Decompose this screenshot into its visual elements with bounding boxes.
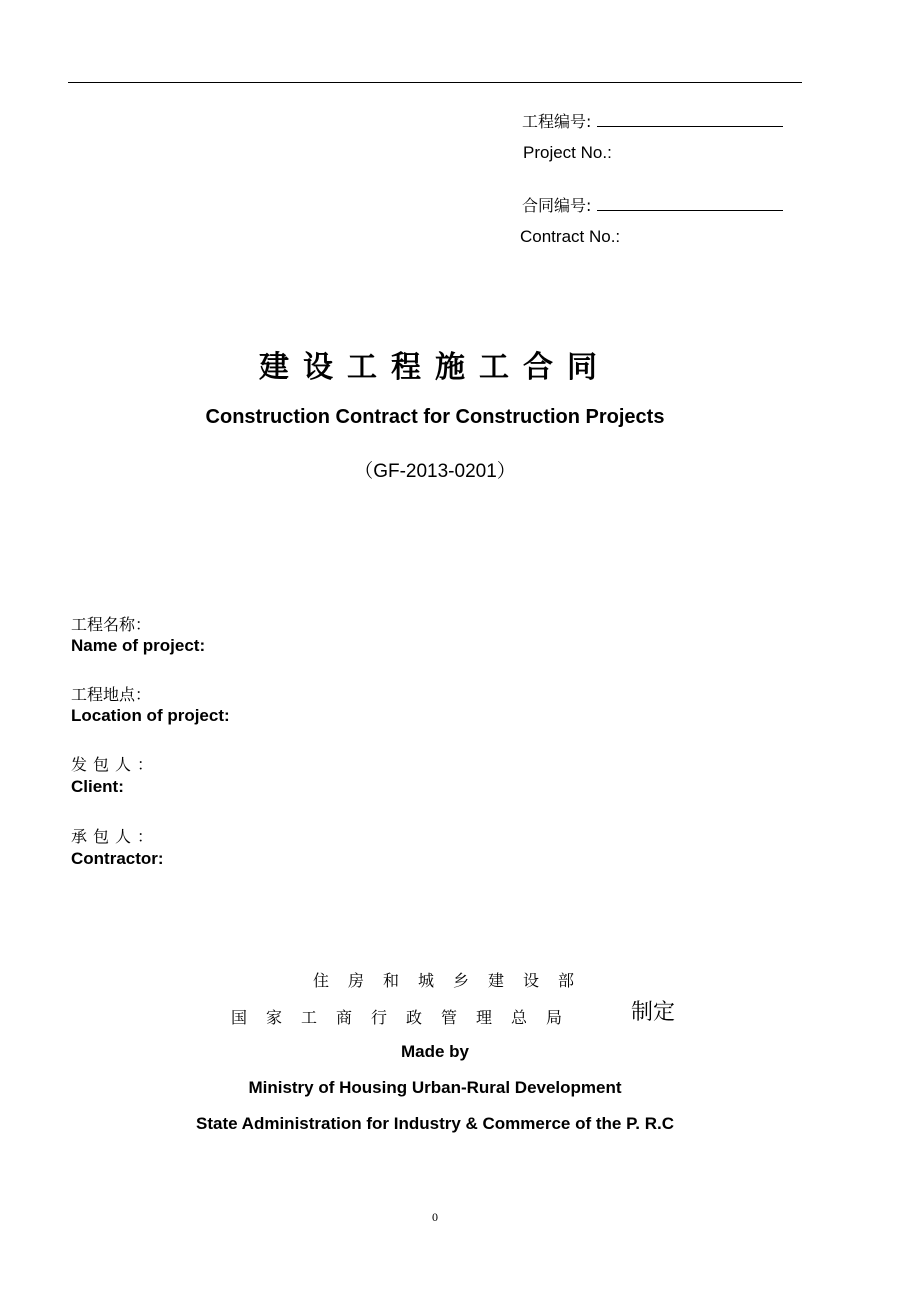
project-name-label-en: Name of project:: [71, 636, 206, 655]
project-name-label-cn: 工程名称：: [71, 615, 152, 634]
project-no-label-cn: 工程编号:: [522, 112, 592, 131]
contract-no-label-en: Contract No.:: [520, 227, 621, 246]
issuer-made-cn: 制定: [631, 1000, 676, 1025]
project-no-field[interactable]: [597, 126, 783, 127]
issuer-ministry-en: Ministry of Housing Urban-Rural Development: [248, 1078, 622, 1097]
project-no-label-en: Project No.:: [523, 143, 612, 162]
contract-no-field[interactable]: [597, 210, 783, 211]
header-rule: [68, 82, 802, 83]
contract-code: （GF-2013-0201）: [354, 461, 516, 482]
location-label-en: Location of project:: [71, 706, 230, 725]
title-chinese: 建设工程施工合同: [259, 350, 611, 385]
contractor-label-en: Contractor:: [71, 849, 164, 868]
issuer-ministry-cn: 住房和城乡建设部: [313, 971, 594, 990]
issuer-administration-cn: 国家工商行政管理总局: [231, 1008, 582, 1027]
issuer-administration-en: State Administration for Industry & Commerce of the P. R.C: [196, 1114, 674, 1133]
made-by-en: Made by: [400, 1042, 470, 1061]
contract-no-label-cn: 合同编号:: [522, 196, 592, 215]
contractor-label-cn: 承包人：: [71, 827, 160, 846]
project-no-row: [522, 109, 783, 132]
page-number: 0: [432, 1210, 438, 1224]
location-label-cn: 工程地点：: [71, 685, 152, 704]
client-label-en: Client:: [71, 777, 124, 796]
client-label-cn: 发包人：: [71, 755, 160, 774]
contract-no-row: [522, 193, 783, 216]
title-english: Construction Contract for Construction Projects: [205, 406, 665, 428]
